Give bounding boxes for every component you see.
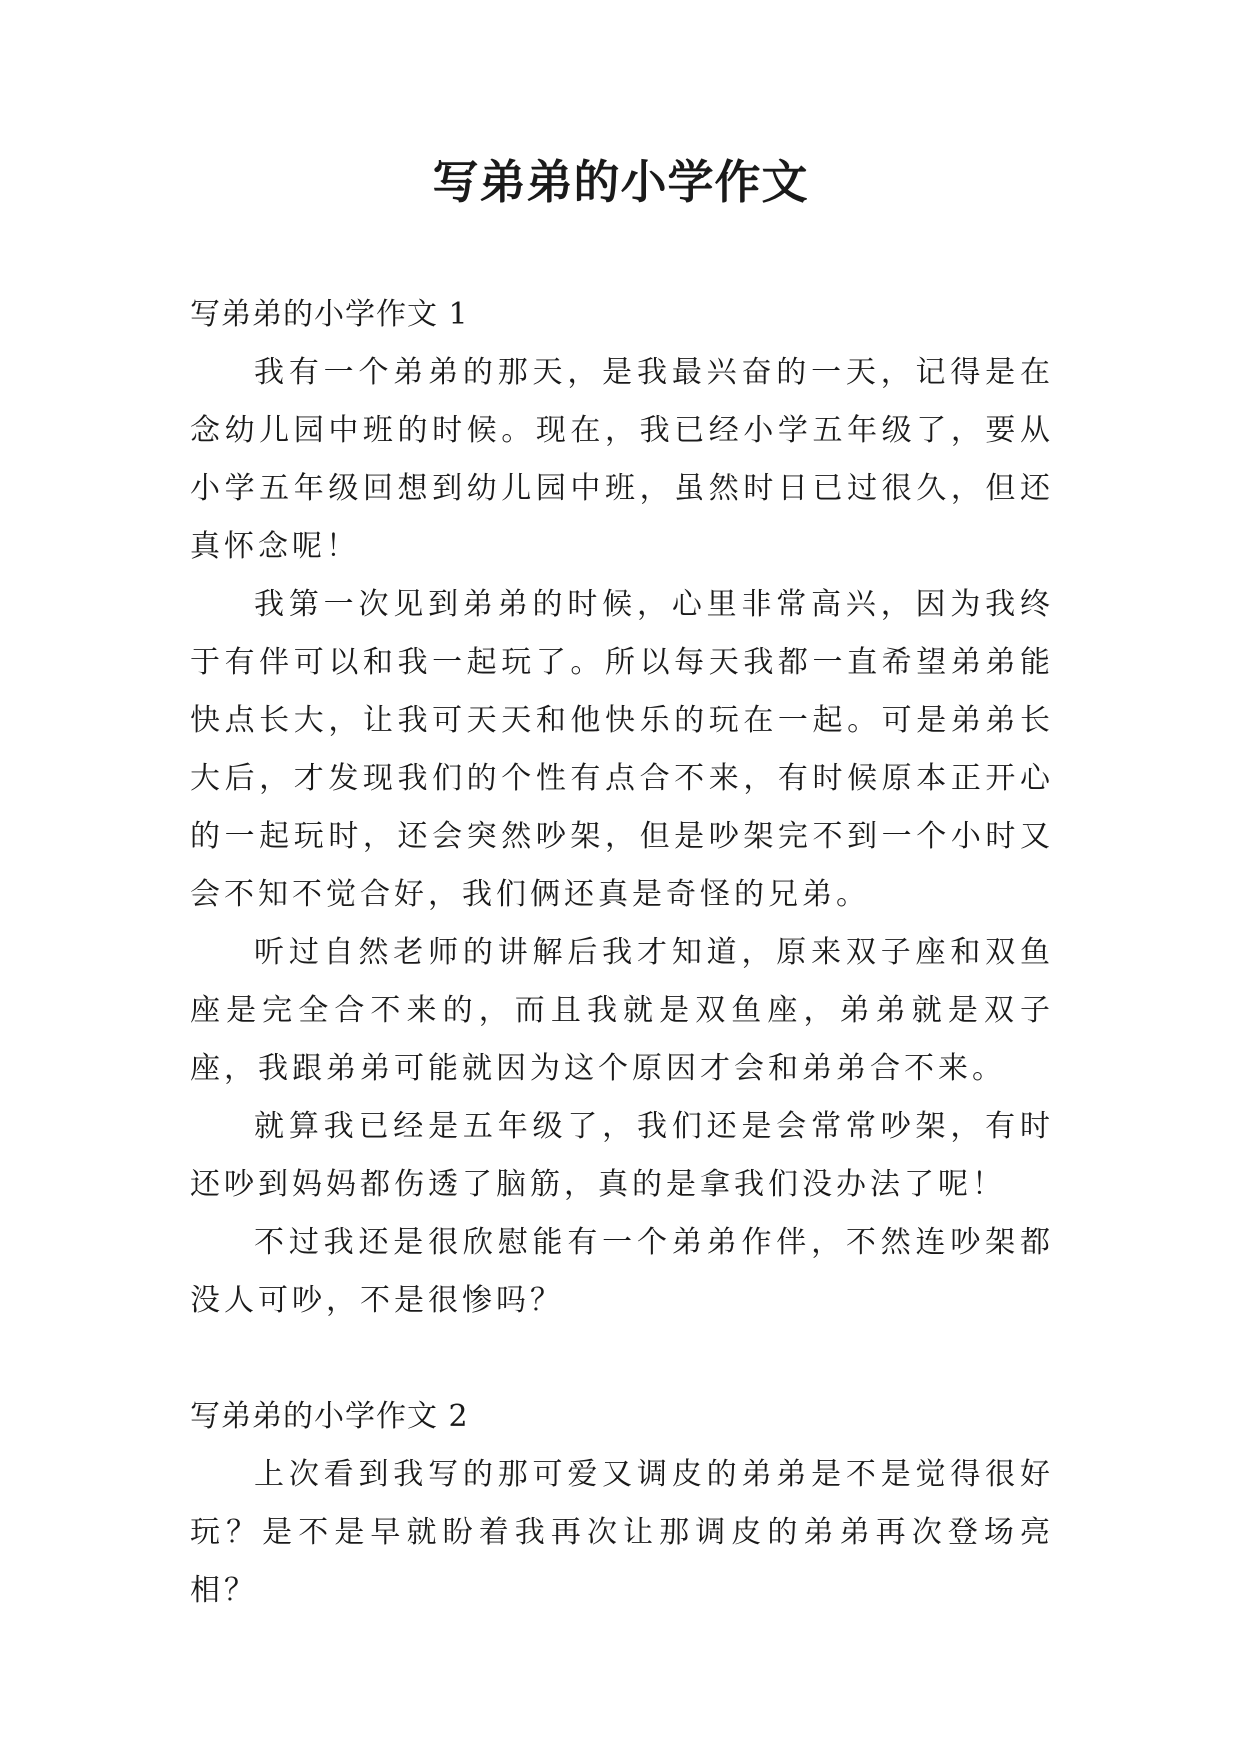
section-spacer [190, 1330, 1054, 1388]
document-title: 写弟弟的小学作文 [432, 155, 809, 209]
paragraph: 我有一个弟弟的那天，是我最兴奋的一天，记得是在念幼儿园中班的时候。现在，我已经小学五年级了，要从小学五年级回想到幼儿园中班，虽然时日已过很久，但还真怀念呢！ [190, 355, 1054, 564]
essay-section-1 [190, 286, 1054, 1330]
section-heading: 写弟弟的小学作文 2 [190, 1399, 469, 1434]
essay-section-2 [190, 1388, 1054, 1620]
section-heading: 写弟弟的小学作文 1 [190, 297, 469, 332]
document-body [190, 286, 1054, 1620]
paragraph: 就算我已经是五年级了，我们还是会常常吵架，有时还吵到妈妈都伤透了脑筋，真的是拿我们没办法了呢！ [190, 1109, 1054, 1202]
paragraph: 我第一次见到弟弟的时候，心里非常高兴，因为我终于有伴可以和我一起玩了。所以每天我都一直希望弟弟能快点长大，让我可天天和他快乐的玩在一起。可是弟弟长大后，才发现我们的个性有点合不来，有时候原本正开心的一起玩时，还会突然吵架，但是吵架完不到一个小时又会不知不觉合好，我们俩还真是奇怪的兄弟。 [190, 587, 1054, 912]
paragraph: 上次看到我写的那可爱又调皮的弟弟是不是觉得很好玩？是不是早就盼着我再次让那调皮的弟弟再次登场亮相？ [190, 1457, 1054, 1608]
paragraph: 听过自然老师的讲解后我才知道，原来双子座和双鱼座是完全合不来的，而且我就是双鱼座，弟弟就是双子座，我跟弟弟可能就因为这个原因才会和弟弟合不来。 [190, 935, 1054, 1086]
paragraph: 不过我还是很欣慰能有一个弟弟作伴，不然连吵架都没人可吵，不是很惨吗？ [190, 1225, 1054, 1318]
